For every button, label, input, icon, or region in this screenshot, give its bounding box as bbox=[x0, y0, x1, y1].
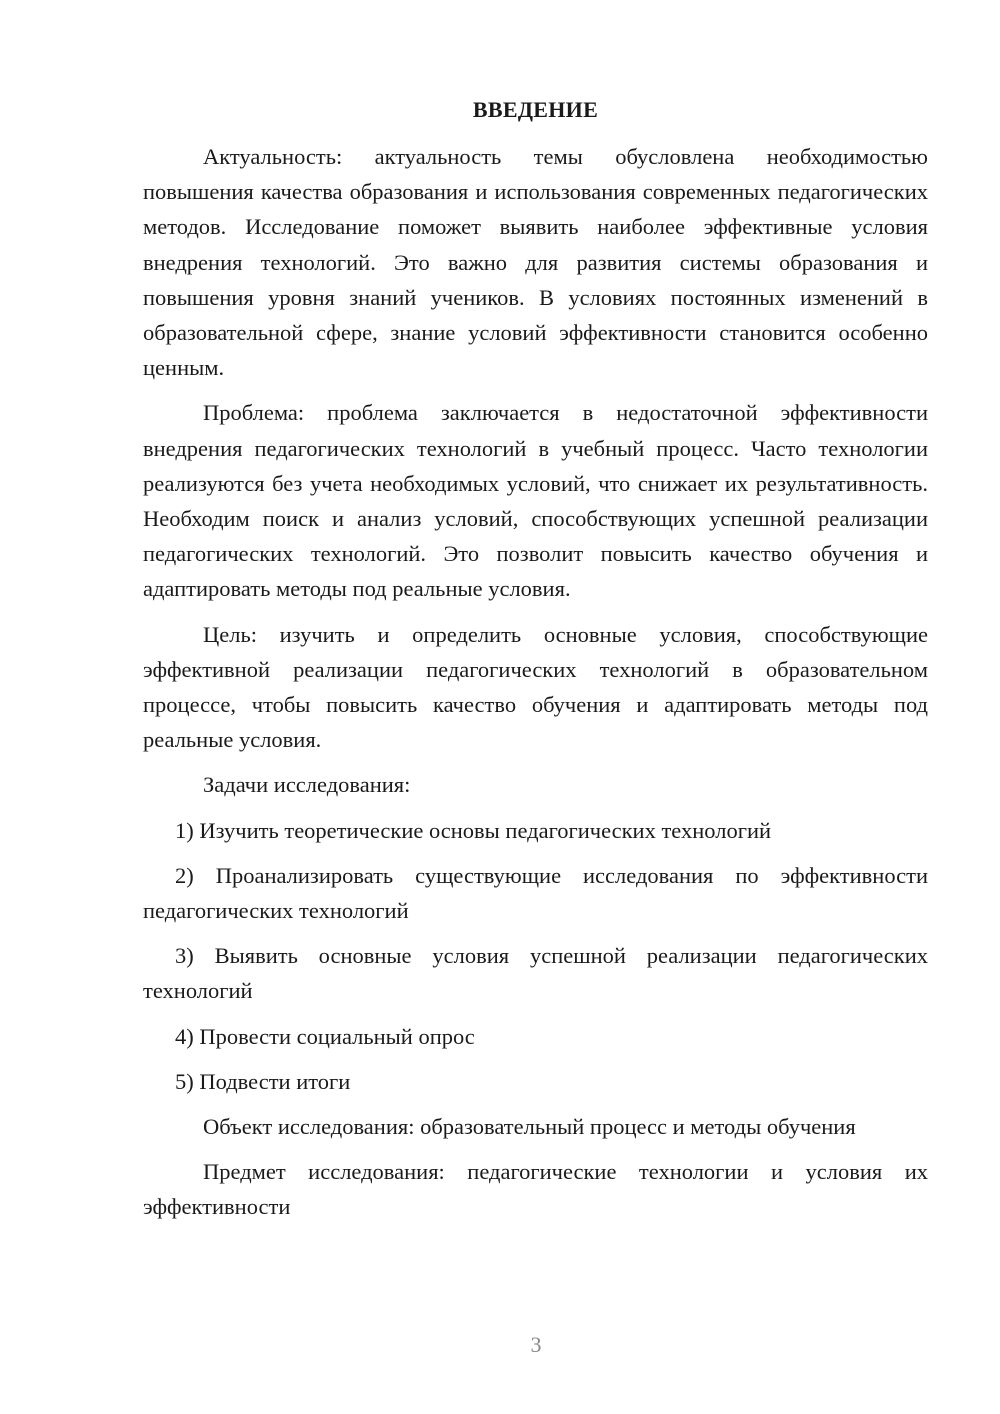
problem-paragraph: Проблема: проблема заключается в недостаточной эффективности внедрения педагогических технологий в учебный процесс. Часто технологии реализуются без учета необходимых условий, что снижает их результативность. Необходим поиск и анализ условий, способствующих успешной реализации педагогических технологий. Это позволит повысить качество обучения и адаптировать методы под реальные условия. bbox=[143, 400, 928, 602]
section-heading: ВВЕДЕНИЕ bbox=[472, 97, 599, 122]
object-paragraph: Объект исследования: образовательный процесс и методы обучения bbox=[203, 1114, 856, 1140]
page-number: 3 bbox=[530, 1332, 542, 1357]
task-item: 2) Проанализировать существующие исследования по эффективности педагогических технологий bbox=[143, 862, 928, 924]
goal-paragraph: Цель: изучить и определить основные условия, способствующие эффективной реализации педагогических технологий в образовательном процессе, чтобы повысить качество обучения и адаптировать методы под реальные условия. bbox=[143, 621, 928, 753]
task-item: 5) Подвести итоги bbox=[175, 1068, 351, 1094]
subject-paragraph: Предмет исследования: педагогические технологии и условия их эффективности bbox=[143, 1159, 928, 1220]
task-item: 4) Провести социальный опрос bbox=[175, 1023, 475, 1049]
tasks-heading: Задачи исследования: bbox=[203, 772, 411, 798]
document-page bbox=[143, 92, 928, 1235]
relevance-paragraph: Актуальность: актуальность темы обусловлена необходимостью повышения качества образования и использования современных педагогических методов. Исследование поможет выявить наиболее эффективные условия внедрения технологий. Это важно для развития системы образования и повышения уровня знаний учеников. В условиях постоянных изменений в образовательной сфере, знание условий эффективности становится особенно ценным. bbox=[143, 144, 928, 381]
task-item: 3) Выявить основные условия успешной реализации педагогических технологий bbox=[143, 943, 928, 1004]
task-item: 1) Изучить теоретические основы педагогических технологий bbox=[175, 817, 772, 843]
